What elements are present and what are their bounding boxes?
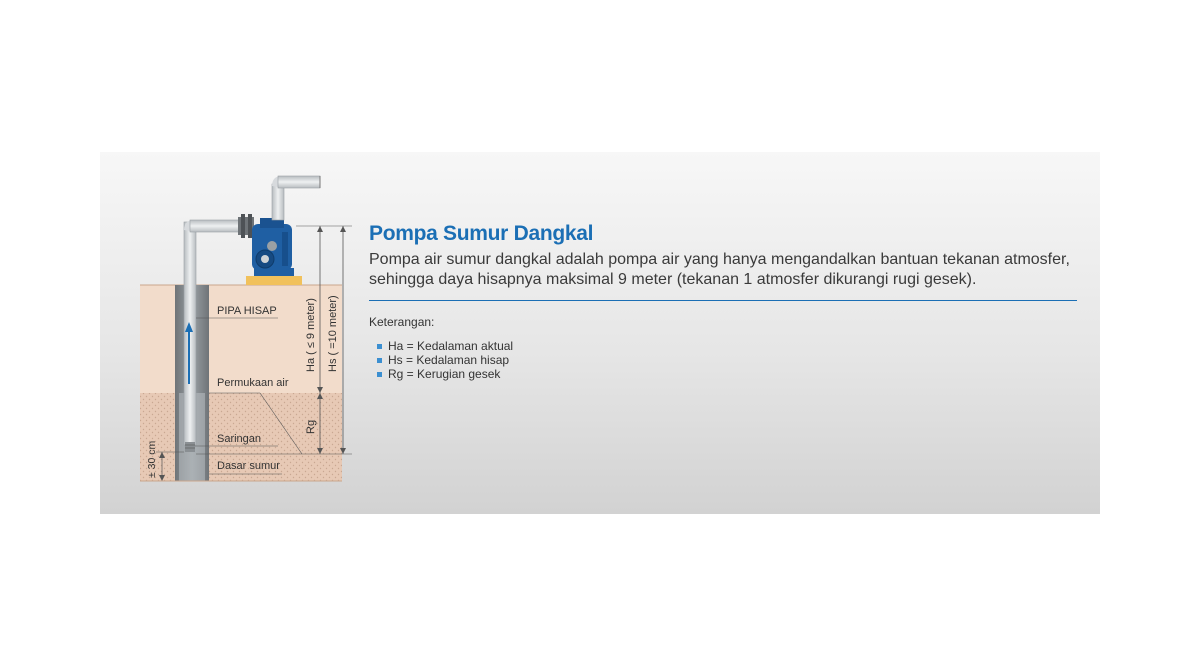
description-text: Pompa air sumur dangkal adalah pompa air yang hanya mengandalkan bantuan tekanan atmosfer, sehingga daya hisapnya maksimal 9 meter (tekanan 1 atmosfer dikurangi rugi gesek).: [369, 251, 1070, 288]
legend-item: Hs = Kedalaman hisap: [377, 353, 1089, 367]
description-block: [369, 222, 1089, 381]
label-suction-pipe: PIPA HISAP: [217, 305, 277, 317]
label-ha: Ha ( ≤ 9 meter): [305, 298, 317, 372]
pump-base: [246, 276, 302, 285]
label-well-bottom: Dasar sumur: [217, 460, 280, 472]
divider: [369, 300, 1077, 301]
legend-list: [377, 339, 1089, 381]
label-hs: Hs ( =10 meter): [327, 295, 339, 372]
legend-item: Ha = Kedalaman aktual: [377, 339, 1089, 353]
label-rg: Rg: [305, 419, 317, 434]
label-clearance: ± 30 cm: [146, 440, 158, 478]
page-title: Pompa Sumur Dangkal: [369, 222, 594, 245]
shallow-well-pump-diagram: [100, 152, 370, 514]
legend-title: Keterangan:: [369, 315, 435, 329]
label-strainer: Saringan: [217, 433, 262, 445]
legend-item: Rg = Kerugian gesek: [377, 367, 1089, 381]
label-water-surface: Permukaan air: [217, 377, 289, 389]
content-panel: [100, 152, 1100, 514]
strainer: [185, 442, 195, 452]
